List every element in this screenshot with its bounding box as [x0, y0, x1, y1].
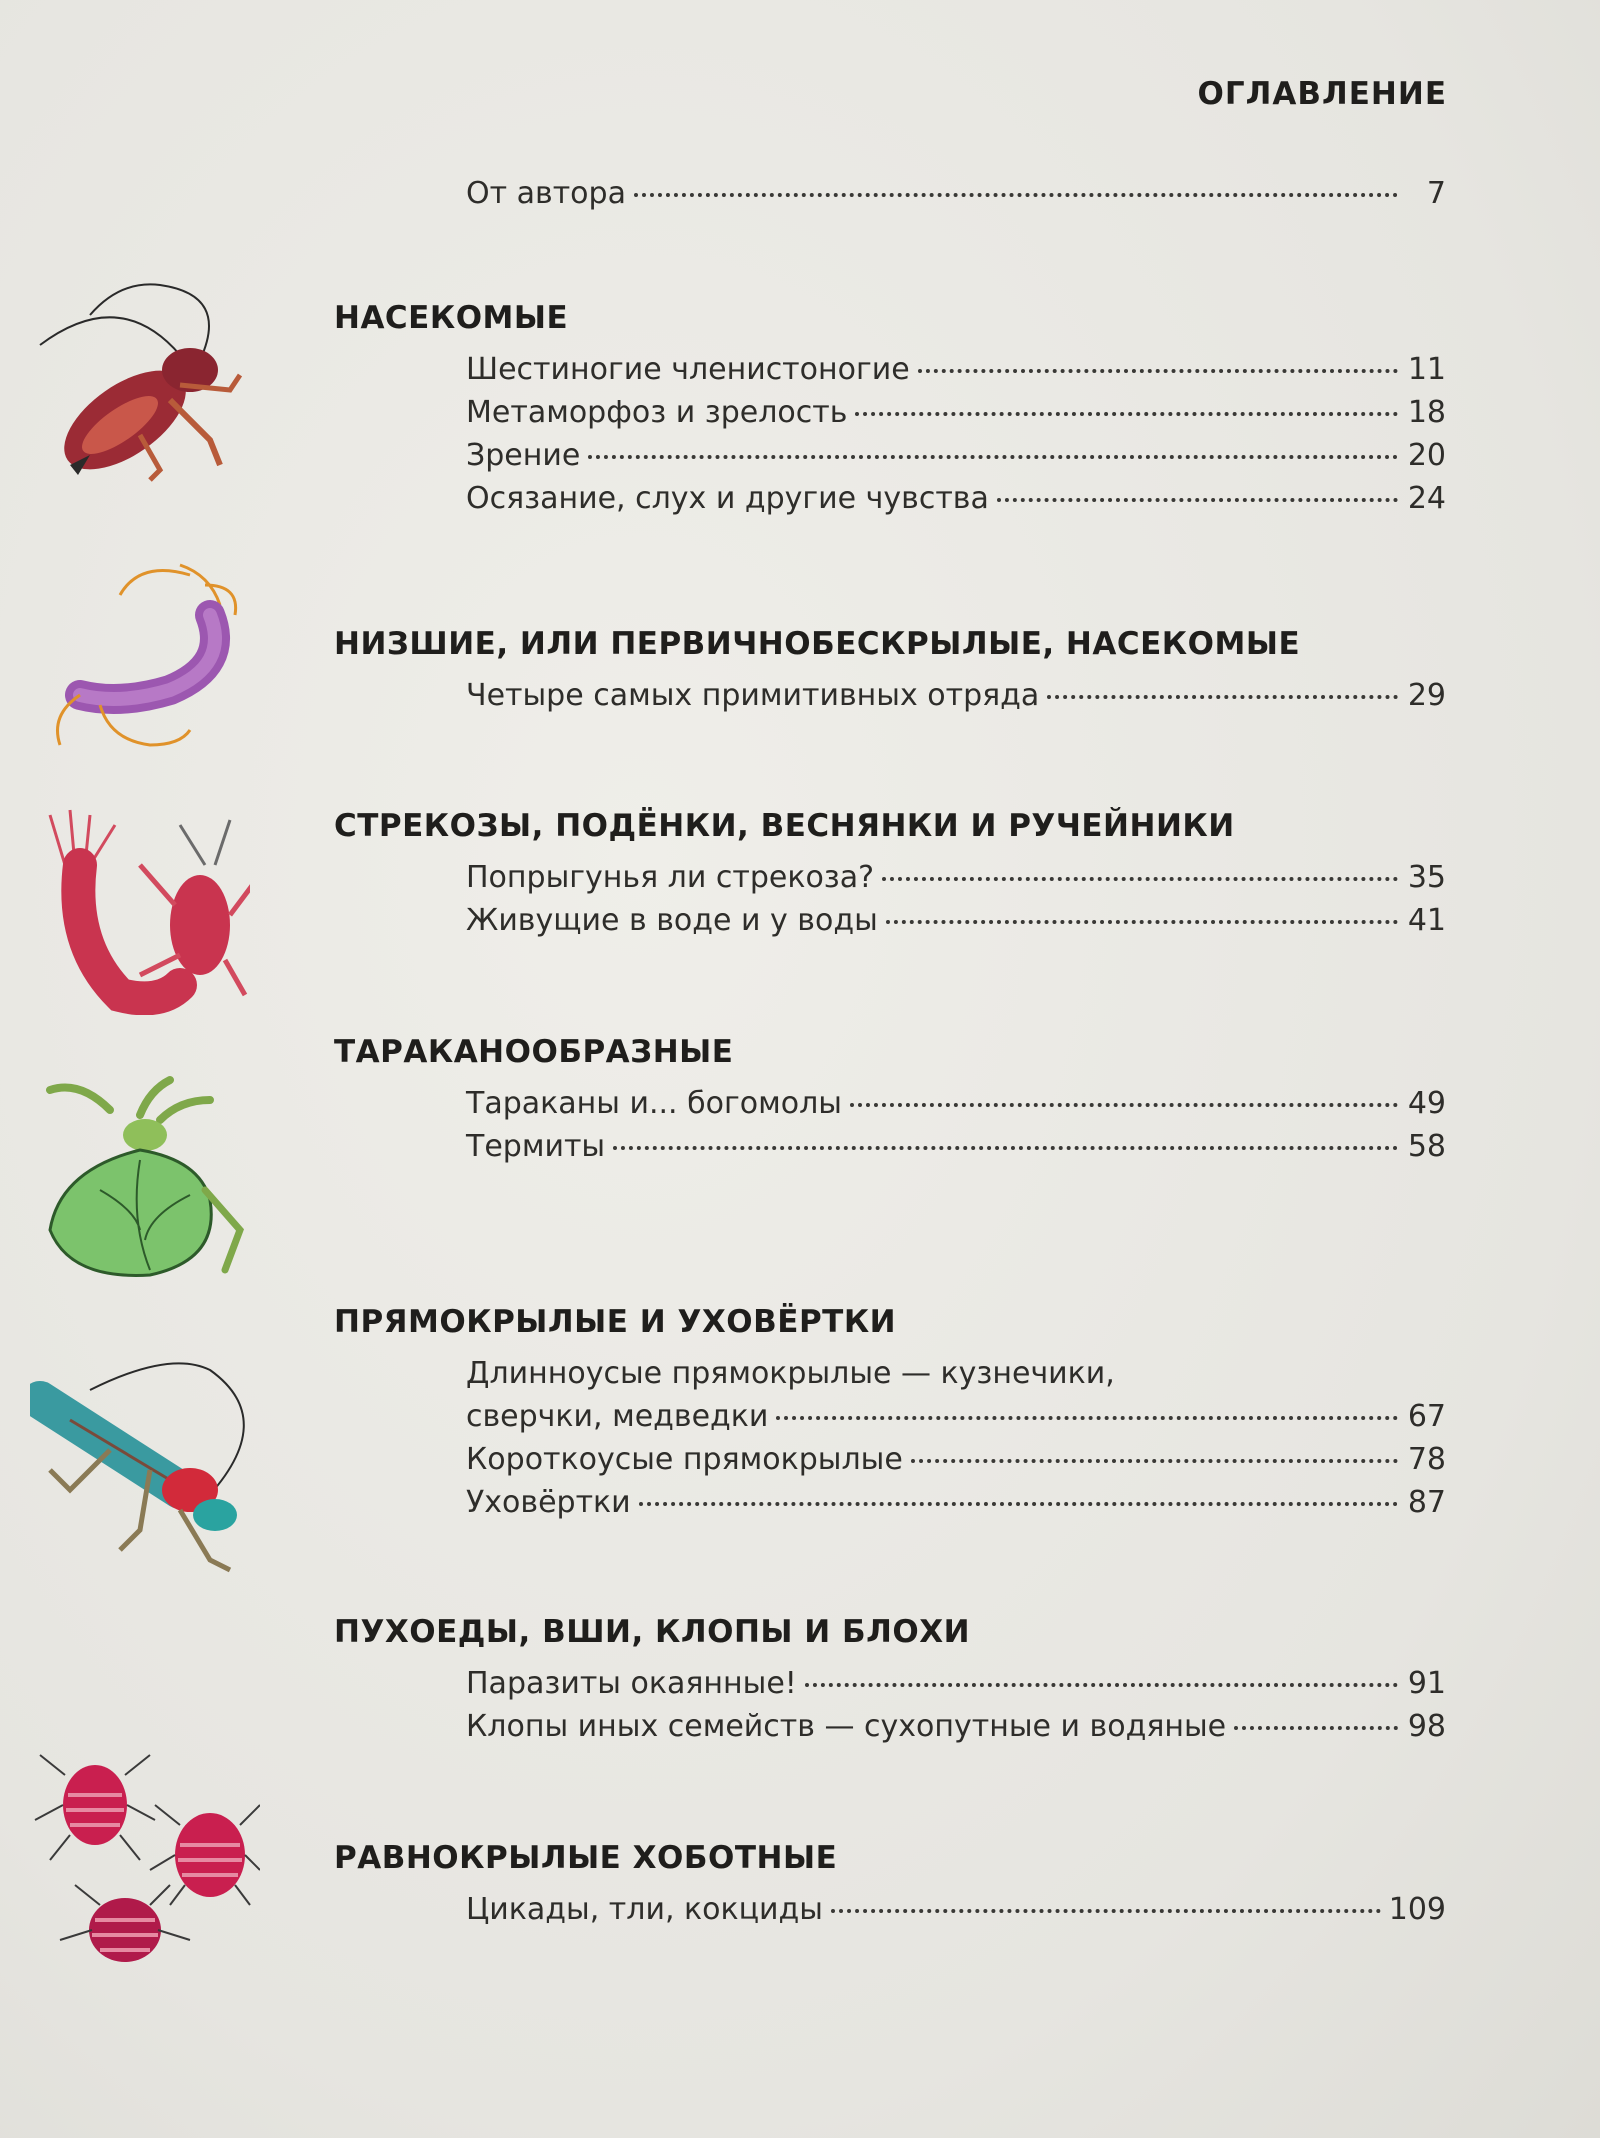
entry-title: Попрыгунья ли стрекоза? — [466, 860, 875, 895]
entry-title: От автора — [466, 176, 626, 211]
entry-title: Осязание, слух и другие чувства — [466, 481, 989, 516]
entry-page-number: 24 — [1407, 481, 1446, 516]
toc-section-parasites — [334, 1612, 1446, 1748]
toc-section-dragonflies — [334, 806, 1446, 942]
leader-dots — [776, 1416, 1398, 1420]
toc-entry[interactable] — [466, 1481, 1446, 1524]
section-title: ТАРАКАНООБРАЗНЫЕ — [334, 1034, 734, 1070]
entry-page-number: 109 — [1388, 1892, 1446, 1927]
entry-title: Зрение — [466, 438, 581, 473]
entry-page-number: 87 — [1407, 1485, 1446, 1520]
section-title: СТРЕКОЗЫ, ПОДЁНКИ, ВЕСНЯНКИ И РУЧЕЙНИКИ — [334, 808, 1235, 844]
toc-entry[interactable] — [466, 1438, 1446, 1481]
entry-page-number: 11 — [1407, 352, 1446, 387]
entry-page-number: 78 — [1407, 1442, 1446, 1477]
leader-dots — [613, 1146, 1398, 1150]
toc-entry[interactable] — [466, 1705, 1446, 1748]
grasshopper-illustration — [30, 1360, 260, 1590]
leader-dots — [588, 455, 1398, 459]
entry-title: Термиты — [466, 1129, 606, 1164]
toc-entry[interactable] — [466, 1395, 1446, 1438]
entry-title: сверчки, медведки — [466, 1399, 769, 1434]
section-title: НИЗШИЕ, ИЛИ ПЕРВИЧНОБЕСКРЫЛЫЕ, НАСЕКОМЫЕ — [334, 626, 1301, 662]
toc-intro-entry[interactable] — [466, 172, 1446, 215]
leader-dots — [634, 193, 1398, 197]
toc-entry[interactable] — [466, 1888, 1446, 1931]
toc-entry[interactable] — [466, 434, 1446, 477]
entry-page-number: 20 — [1407, 438, 1446, 473]
entry-page-number: 41 — [1407, 903, 1446, 938]
aphids-illustration — [30, 1745, 260, 1975]
leader-dots — [1234, 1726, 1398, 1730]
leaf-insect-illustration — [40, 1070, 250, 1290]
leader-dots — [918, 369, 1398, 373]
toc-entry[interactable] — [466, 1125, 1446, 1168]
section-title: РАВНОКРЫЛЫЕ ХОБОТНЫЕ — [334, 1840, 838, 1876]
toc-entry[interactable] — [466, 674, 1446, 717]
entry-page-number: 67 — [1407, 1399, 1446, 1434]
entry-title: Четыре самых примитивных отряда — [466, 678, 1040, 713]
section-title: ПРЯМОКРЫЛЫЕ И УХОВЁРТКИ — [334, 1304, 897, 1340]
toc-entry[interactable] — [466, 348, 1446, 391]
toc-entry[interactable] — [466, 1082, 1446, 1125]
entry-title: Метаморфоз и зрелость — [466, 395, 848, 430]
leader-dots — [850, 1103, 1398, 1107]
bristletail-illustration — [40, 555, 240, 755]
leader-dots — [882, 877, 1398, 881]
toc-section-insects — [334, 298, 1446, 520]
entry-title: Тараканы и... богомолы — [466, 1086, 842, 1121]
toc-entry[interactable] — [466, 477, 1446, 520]
entry-title: Клопы иных семейств — сухопутные и водяные — [466, 1709, 1227, 1744]
toc-section-homoptera — [334, 1838, 1446, 1931]
leader-dots — [855, 412, 1398, 416]
section-title: ПУХОЕДЫ, ВШИ, КЛОПЫ И БЛОХИ — [334, 1614, 971, 1650]
mayfly-larva-illustration — [30, 805, 250, 1015]
leader-dots — [805, 1683, 1398, 1687]
entry-title: Паразиты окаянные! — [466, 1666, 797, 1701]
entry-title: Живущие в воде и у воды — [466, 903, 878, 938]
section-title: НАСЕКОМЫЕ — [334, 300, 569, 336]
leader-dots — [911, 1459, 1398, 1463]
entry-page-number: 18 — [1407, 395, 1446, 430]
toc-section-orthoptera — [334, 1302, 1446, 1524]
entry-title: Короткоусые прямокрылые — [466, 1442, 903, 1477]
entry-title: Шестиногие членистоногие — [466, 352, 910, 387]
entry-title: Цикады, тли, кокциды — [466, 1892, 823, 1927]
toc-section-cockroaches — [334, 1032, 1446, 1168]
toc-heading: ОГЛАВЛЕНИЕ — [1197, 76, 1447, 112]
toc-entry[interactable] — [466, 391, 1446, 434]
entry-page-number: 91 — [1407, 1666, 1446, 1701]
leader-dots — [639, 1502, 1398, 1506]
toc-section-apterygota — [334, 624, 1446, 717]
leader-dots — [997, 498, 1398, 502]
toc-entry[interactable] — [466, 856, 1446, 899]
cricket-illustration — [30, 275, 250, 485]
entry-page-number: 58 — [1407, 1129, 1446, 1164]
entry-page-number: 29 — [1407, 678, 1446, 713]
entry-title-line1: Длинноусые прямокрылые — кузнечики, — [466, 1356, 1115, 1391]
leader-dots — [1047, 695, 1398, 699]
entry-page-number: 98 — [1407, 1709, 1446, 1744]
entry-page-number: 35 — [1407, 860, 1446, 895]
entry-title: Уховёртки — [466, 1485, 631, 1520]
entry-page-number: 49 — [1407, 1086, 1446, 1121]
leader-dots — [831, 1909, 1381, 1913]
leader-dots — [886, 920, 1398, 924]
toc-entry[interactable] — [466, 899, 1446, 942]
toc-entry[interactable] — [466, 1662, 1446, 1705]
entry-page-number: 7 — [1426, 176, 1446, 211]
